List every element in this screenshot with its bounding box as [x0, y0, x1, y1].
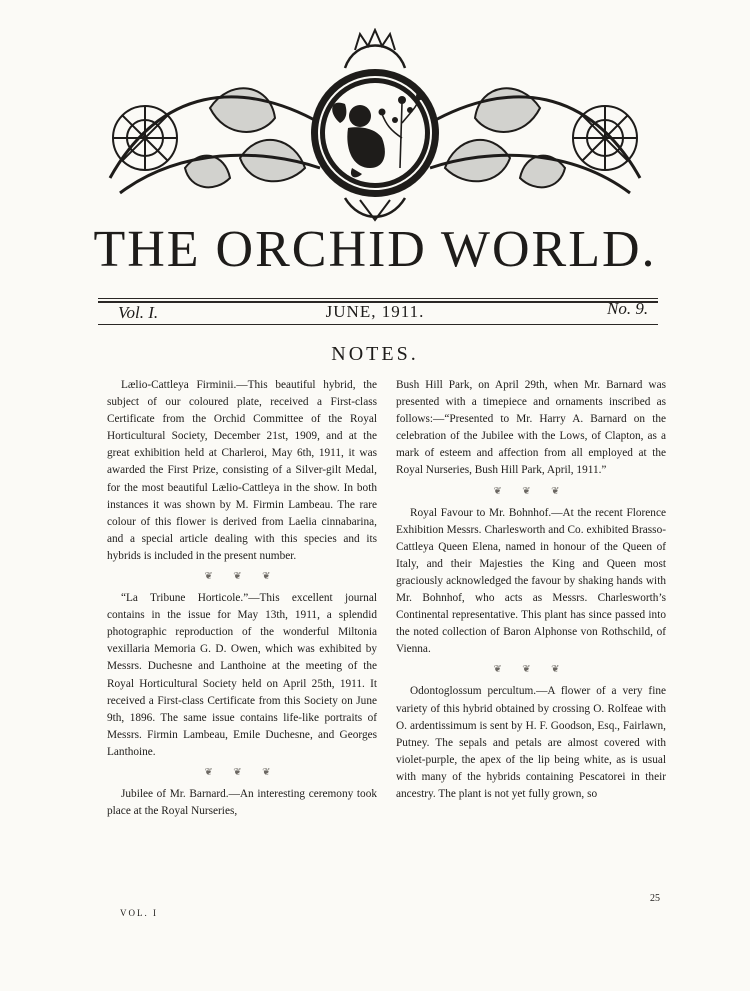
ornament-separator: ❦ ❦ ❦: [204, 766, 280, 778]
right-column: [396, 377, 666, 803]
article-odontoglossum-percultum: Odontoglossum percultum.—A flower of a very fine variety of this hybrid obtained by crossing O. Rolfeae with O. ardentissimum is sent by H. F. Goodson, Esq., Fairlawn, Putney. The sepals and petals are almost covered with violet-purple, the apex of the lip being white, as is usual with many of the hybrids containing Pescatorei in their ancestry. The plant is not yet fully grown, so: [396, 685, 666, 800]
article-la-tribune-horticole: “La Tribune Horticole.”—This excellent journal contains in the issue for May 13th, 1911, a splendid photographic reproduction of the wonderful Miltonia vexillaria Memoria G. D. Owen, which was exhibited by Messrs. Duchesne and Lanthoine at the meeting of the Royal Horticultural Society held on April 25th, 1911. It received a First-class Certificate from this Society on June 9th, 1896. The same issue contains life-like portraits of Messrs. Firmin Lambeau, Emile Duchesne, and Georges Lanthoine.: [107, 592, 377, 758]
article-laelio-cattleya: Lælio-Cattleya Firminii.—This beautiful hybrid, the subject of our coloured plate, received a First-class Certificate from the Orchid Committee of the Royal Horticultural Society, December 21st, 1909, and at the great exhibition held at Charleroi, May 6th, 1911, it was awarded the First Prize, consisting of a Silver-gilt Medal, for the most beautiful Lælio-Cattleya in the show. In both instances it was shown by M. Firmin Lambeau. The rare colour of this flower is derived from Laelia cinnabarina, and a special article dealing with this species and its hybrids is included in the present number.: [107, 379, 377, 562]
article-royal-favour: Royal Favour to Mr. Bohnhof.—At the recent Florence Exhibition Messrs. Charlesworth and Co. exhibited Brasso-Cattleya Queen Elena, named in honour of the Queen of Italy, and their Majesties the King and Queen most graciously acknowledged the favour by shaking hands with Mr. Bohnhof, who acts as Messrs. Charlesworth’s Continental representative. This plant has since passed into the noted collection of Baron Alphonse von Rothschild, of Vienna.: [396, 506, 666, 656]
ornament-separator: ❦ ❦ ❦: [493, 664, 569, 676]
section-heading: NOTES.: [331, 343, 419, 365]
left-column: [107, 377, 377, 820]
footer-volume: VOL. I: [120, 908, 158, 918]
ornament-separator: ❦ ❦ ❦: [204, 571, 280, 583]
volume-label: Vol. I.: [118, 303, 159, 322]
issue-number: No. 9.: [607, 299, 649, 318]
article-jubilee-barnard-continued: Bush Hill Park, on April 29th, when Mr. Barnard was presented with a timepiece and ornaments inscribed as follows:—“Presented to Mr. Harry A. Barnard on the celebration of the Jubilee with the Lows, of Clapton, as a mark of esteem and affection from all employed at the Royal Nurseries, Bush Hill Park, April, 1911.”: [396, 379, 666, 477]
issue-date: JUNE, 1911.: [325, 302, 425, 321]
masthead-ornament: [90, 28, 660, 224]
page-number: 25: [650, 893, 660, 904]
article-jubilee-barnard: Jubilee of Mr. Barnard.—An interesting ceremony took place at the Royal Nurseries,: [107, 787, 377, 818]
publication-title: THE ORCHID WORLD.: [93, 221, 657, 278]
masthead-rule-top: [98, 298, 658, 299]
ornament-separator: ❦ ❦ ❦: [493, 485, 569, 497]
masthead-rule-bottom: [98, 324, 658, 325]
